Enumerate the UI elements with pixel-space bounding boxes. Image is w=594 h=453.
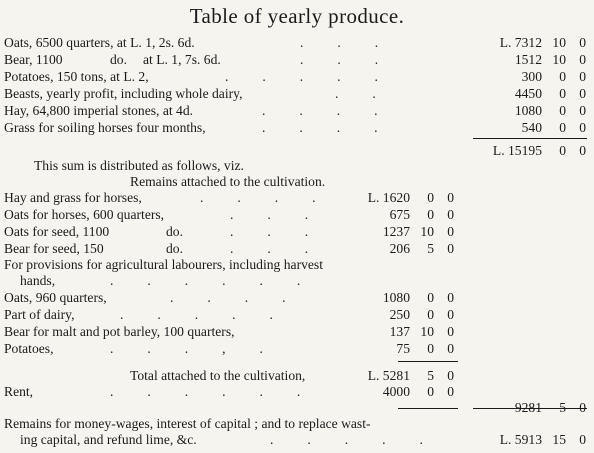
- provision-row-pounds: 1080: [382, 290, 410, 305]
- leader-dots: . . . .: [200, 190, 316, 205]
- produce-row-pounds: 1512: [514, 52, 542, 67]
- provision-row-pounds: 75: [396, 341, 410, 356]
- provision-row-label: Oats, 960 quarters,: [4, 290, 107, 305]
- leader-dots: . . .: [230, 224, 309, 239]
- produce-row-pounds: 300: [521, 69, 542, 84]
- produce-row-pounds: 4450: [514, 86, 542, 101]
- cultivation-row-pounds: L. 1620: [367, 190, 410, 205]
- provision-row-shillings: 0: [427, 290, 434, 305]
- cultivation-row-shillings: 5: [427, 241, 434, 256]
- rent-label: Rent,: [4, 384, 34, 399]
- provision-row-label: Bear for malt and pot barley, 100 quarters,: [4, 324, 235, 339]
- produce-row-label: Potatoes, 150 tons, at L. 2,: [4, 69, 149, 84]
- leader-dots: . . . .: [262, 120, 378, 135]
- grand-total-pounds: 9281: [514, 400, 542, 415]
- produce-row-rate: at L. 1, 7s. 6d.: [143, 52, 221, 67]
- provision-row-label: Part of dairy,: [4, 307, 75, 322]
- provision-row-pounds: 250: [389, 307, 410, 322]
- cultivation-row-ditto: do.: [166, 241, 183, 256]
- cultivation-row-pence: 0: [447, 190, 454, 205]
- leader-dots: . . . .: [170, 290, 286, 305]
- produce-total-pence: 0: [579, 143, 586, 158]
- produce-row-ditto: do.: [110, 52, 127, 67]
- leader-dots: . . .: [300, 52, 379, 67]
- cultivation-row-pence: 0: [447, 207, 454, 222]
- produce-row-pence: 0: [579, 120, 586, 135]
- rent-pence: 0: [447, 384, 454, 399]
- leader-dots: . . .: [230, 207, 309, 222]
- produce-row-pence: 0: [579, 69, 586, 84]
- provision-row-pounds: 137: [389, 324, 410, 339]
- provisions-heading-cont: hands,: [20, 273, 56, 288]
- provision-row-shillings: 10: [420, 324, 434, 339]
- produce-total-shillings: 0: [559, 143, 566, 158]
- produce-row-shillings: 0: [559, 86, 566, 101]
- rent-pounds: 4000: [382, 384, 410, 399]
- produce-row-label: Grass for soiling horses four months,: [4, 120, 206, 135]
- leader-dots: . . . . .: [120, 307, 273, 322]
- cultivation-row-label: Bear for seed, 150: [4, 241, 104, 256]
- leader-dots: . . . . . .: [110, 273, 301, 288]
- remains-line-1: Remains for money-wages, interest of capital ; and to replace wast-: [4, 416, 371, 431]
- leader-dots: . . .: [300, 35, 379, 50]
- grand-total-pence: 0: [579, 400, 586, 415]
- cultivation-row-ditto: do.: [166, 224, 183, 239]
- cultivation-row-pounds: 675: [389, 207, 410, 222]
- remains-pounds: L. 5913: [499, 432, 542, 447]
- sum-rule: [473, 138, 587, 139]
- produce-row-shillings: 10: [552, 52, 566, 67]
- remains-shillings: 15: [552, 432, 566, 447]
- leader-dots: . . . , .: [110, 341, 263, 356]
- rent-shillings: 0: [427, 384, 434, 399]
- leader-dots: . . .: [230, 241, 309, 256]
- produce-row-shillings: 0: [559, 103, 566, 118]
- remains-line-2: ing capital, and refund lime, &c.: [20, 432, 197, 447]
- produce-total-pounds: L. 15195: [492, 143, 542, 158]
- cultivation-total-label: Total attached to the cultivation,: [130, 368, 306, 383]
- provision-row-shillings: 0: [427, 307, 434, 322]
- produce-row-pounds: L. 7312: [499, 35, 542, 50]
- leader-dots: . . . . . .: [110, 384, 301, 399]
- cultivation-row-label: Hay and grass for horses,: [4, 190, 142, 205]
- remains-pence: 0: [579, 432, 586, 447]
- produce-row-pence: 0: [579, 103, 586, 118]
- cultivation-row-shillings: 0: [427, 190, 434, 205]
- sum-rule: [398, 361, 458, 362]
- cultivation-total-shillings: 5: [427, 368, 434, 383]
- produce-row-pence: 0: [579, 86, 586, 101]
- grand-total-shillings: 5: [559, 400, 566, 415]
- produce-row-pence: 0: [579, 35, 586, 50]
- cultivation-total-pounds: L. 5281: [367, 368, 410, 383]
- provision-row-pence: 0: [447, 341, 454, 356]
- cultivation-row-pounds: 206: [389, 241, 410, 256]
- produce-row-shillings: 10: [552, 35, 566, 50]
- leader-dots: . . . . .: [270, 432, 423, 447]
- produce-row-label: Beasts, yearly profit, including whole dairy,: [4, 86, 243, 101]
- provision-row-pence: 0: [447, 290, 454, 305]
- cultivation-row-pounds: 1237: [382, 224, 410, 239]
- provision-row-shillings: 0: [427, 341, 434, 356]
- provision-row-label: Potatoes,: [4, 341, 54, 356]
- produce-row-label: Oats, 6500 quarters, at L. 1, 2s. 6d.: [4, 35, 195, 50]
- provisions-heading: For provisions for agricultural labourers, including harvest: [4, 257, 324, 272]
- sum-rule: [398, 408, 458, 409]
- cultivation-row-shillings: 10: [420, 224, 434, 239]
- produce-row-label: Hay, 64,800 imperial stones, at 4d.: [4, 103, 194, 118]
- cultivation-row-pence: 0: [447, 224, 454, 239]
- produce-row-pounds: 540: [521, 120, 542, 135]
- leader-dots: . . . .: [262, 103, 378, 118]
- cultivation-row-label: Oats for horses, 600 quarters,: [4, 207, 165, 222]
- cultivation-row-pence: 0: [447, 241, 454, 256]
- produce-row-label: Bear, 1100: [4, 52, 63, 67]
- leader-dots: . . . . .: [225, 69, 378, 84]
- leader-dots: . .: [335, 86, 376, 101]
- produce-row-shillings: 0: [559, 120, 566, 135]
- cultivation-row-label: Oats for seed, 1100: [4, 224, 110, 239]
- cultivation-total-pence: 0: [447, 368, 454, 383]
- provision-row-pence: 0: [447, 307, 454, 322]
- produce-row-pence: 0: [579, 52, 586, 67]
- produce-row-pounds: 1080: [514, 103, 542, 118]
- page-title: Table of yearly produce.: [189, 4, 405, 28]
- distribution-intro: This sum is distributed as follows, viz.: [34, 158, 244, 173]
- produce-row-shillings: 0: [559, 69, 566, 84]
- cultivation-heading: Remains attached to the cultivation.: [130, 174, 326, 189]
- provision-row-pence: 0: [447, 324, 454, 339]
- cultivation-row-shillings: 0: [427, 207, 434, 222]
